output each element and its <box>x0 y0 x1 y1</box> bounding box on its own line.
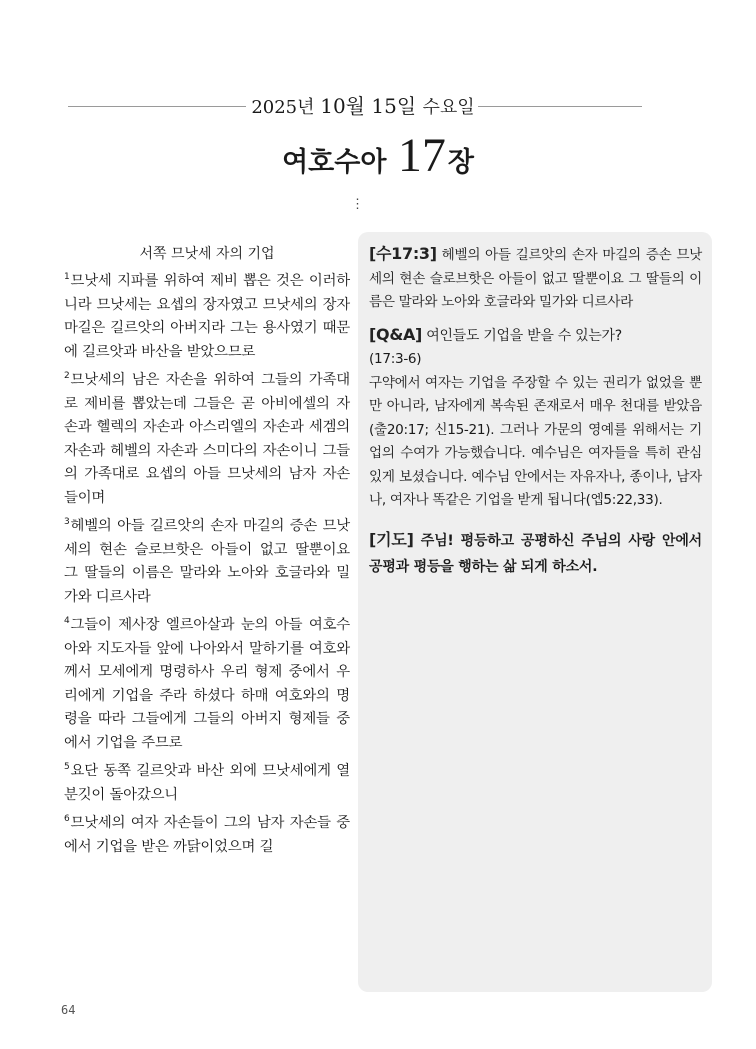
verse <box>64 369 350 510</box>
prayer-tag: [기도] <box>369 529 414 549</box>
qa-question: 여인들도 기업을 받을 수 있는가? <box>422 327 622 344</box>
section-title: 서쪽 므낫세 자의 기업 <box>139 246 275 262</box>
verse-text: 헤벨의 아들 길르앗의 손자 마길의 증손 므낫세의 현손 슬로브핫은 아들이 없고 딸뿐이요 그 딸들의 이름은 말라와 노아와 호글라와 밀가와 디르사라 <box>64 518 350 605</box>
qa-reference: (17:3-6) <box>369 351 422 367</box>
verse <box>64 270 350 364</box>
date-month: 10월 <box>320 94 366 118</box>
commentary-box <box>358 232 712 992</box>
focus-verse <box>369 242 702 315</box>
verse-number: 1 <box>64 272 70 283</box>
verse-number: 3 <box>64 517 70 528</box>
qa-tag: [Q&A] <box>369 324 423 344</box>
verse-number: 2 <box>64 371 70 382</box>
date-year: 2025년 <box>251 97 321 118</box>
prayer <box>369 527 702 580</box>
verse-text: 그들이 제사장 엘르아살과 눈의 아들 여호수아와 지도자들 앞에 나아와서 말하기를 여호와께서 모세에게 명령하사 우리 형제 중에서 우리에게 기업을 주라 하셨다 하매 여호와의 명령을 따라 그들에게 그들의 아버지 형제들 중에서 기업을 주므로 <box>64 617 350 751</box>
verse-text: 므낫세의 여자 자손들이 그의 남자 자손들 중에서 기업을 받은 까닭이었으며 길 <box>64 815 350 855</box>
date-text <box>248 92 478 122</box>
verse <box>64 812 350 859</box>
chapter-number: 17 <box>397 129 446 182</box>
date-weekday: 수요일 <box>422 97 475 118</box>
focus-text: 헤벨의 아들 길르앗의 손자 마길의 증손 므낫세의 현손 슬로브핫은 아들이 없고 딸뿐이요 그 딸들의 이름은 말라와 노아와 호글라와 밀가와 디르사라 <box>369 247 702 310</box>
focus-tag: [수17:3] <box>369 244 437 263</box>
page-number: 64 <box>61 1003 76 1017</box>
date-rule-right <box>478 106 642 107</box>
verse <box>64 760 350 807</box>
vertical-ellipsis-icon: ⋮ <box>351 197 364 212</box>
verse-text: 므낫세의 남은 자손을 위하여 그들의 가족대로 제비를 뽑았는데 그들은 곧 아비에셀의 자손과 헬렉의 자손과 아스리엘의 자손과 세겜의 자손과 헤벨의 자손과 스미다의 자손이니 그들의 가족대로 요셉의 아들 므낫세의 남자 자손들이며 <box>64 372 350 506</box>
date-rule-left <box>68 106 246 107</box>
chapter-suffix: 장 <box>447 147 474 178</box>
prayer-text: 주님! 평등하고 공평하신 주님의 사랑 안에서 공평과 평등을 행하는 삶 되게 하소서. <box>369 532 702 575</box>
scripture-column <box>64 240 350 864</box>
verse <box>64 515 350 609</box>
date-header <box>68 92 642 120</box>
qa-answer: 구약에서 여자는 기업을 주장할 수 있는 권리가 없었을 뿐만 아니라, 남자에게 복속된 존재로서 매우 천대를 받았음(출20:17; 신15-21). 그러나 가문의 영예를 위해서는 기업의 수여가 가능했습니다. 예수님은 여자들을 특히 관심 있게 보셨습니다. 예수님 안에서는 자유자나, 종이나, 남자나, 여자나 똑같은 기업을 받게 됩니다(엡5:22,33). <box>369 374 702 508</box>
date-day: 15일 <box>365 94 423 118</box>
verse-text: 므낫세 지파를 위하여 제비 뽑은 것은 이러하니라 므낫세는 요셉의 장자였고 므낫세의 장자 마길은 길르앗의 아버지라 그는 용사였기 때문에 길르앗과 바산을 받았으므로 <box>64 273 350 360</box>
book-name: 여호수아 <box>282 147 396 178</box>
chapter-title <box>0 128 756 183</box>
qa-block <box>369 323 702 513</box>
verse-number: 6 <box>64 814 70 825</box>
verse <box>64 614 350 755</box>
verse-number: 4 <box>64 616 70 627</box>
verse-text: 요단 동쪽 길르앗과 바산 외에 므낫세에게 열 분깃이 돌아갔으니 <box>64 763 350 803</box>
verse-number: 5 <box>64 762 70 773</box>
